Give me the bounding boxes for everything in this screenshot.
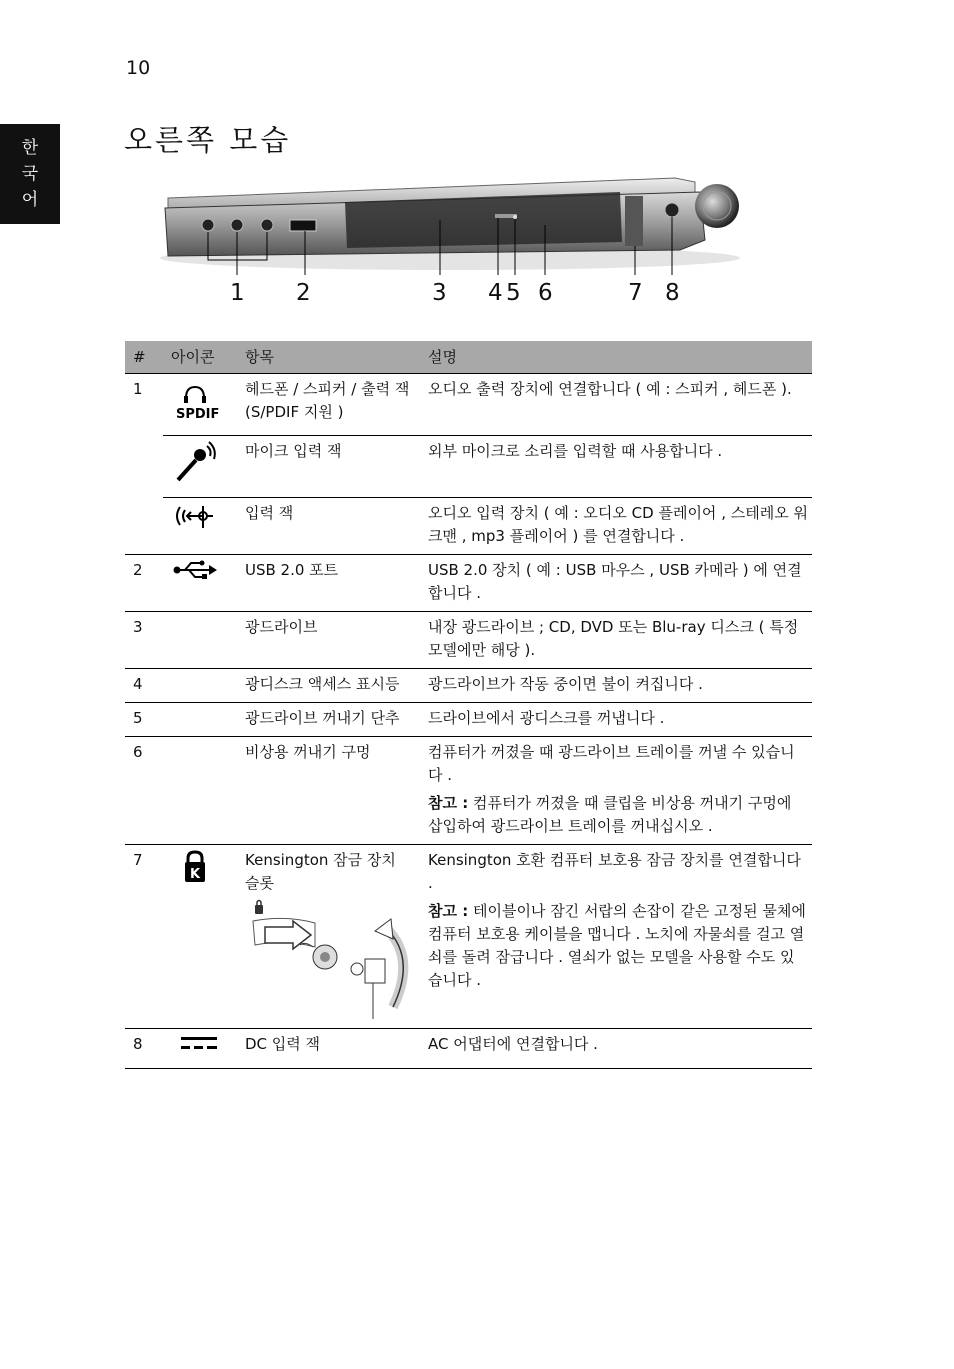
callout-2: 2 <box>296 280 311 306</box>
row-num: 4 <box>125 669 163 703</box>
header-num: # <box>125 341 163 374</box>
row-num: 6 <box>125 737 163 845</box>
table-row <box>125 612 812 669</box>
row-desc: 광드라이브가 작동 중이면 불이 켜집니다 . <box>419 669 812 703</box>
row-item: 마이크 입력 잭 <box>239 436 419 498</box>
usb-icon <box>171 559 221 581</box>
row-item: DC 입력 잭 <box>239 1029 419 1069</box>
language-tab-char: 어 <box>21 190 39 210</box>
row-desc: 드라이브에서 광디스크를 꺼냅니다 . <box>419 703 812 737</box>
row-num: 2 <box>125 555 163 612</box>
table-header-row <box>125 341 812 374</box>
note-text: 테이블이나 잠긴 서랍의 손잡이 같은 고정된 물체에 컴퓨터 보호용 케이블을 맵니다 . 노치에 자물쇠를 걸고 열쇠를 돌려 잠급니다 . 열쇠가 없는 모델을 사용할 수도 있습니다 . <box>428 902 806 989</box>
table-row <box>125 374 812 436</box>
callout-1: 1 <box>230 280 245 306</box>
table-row <box>125 436 812 498</box>
port-spec-table <box>125 341 812 1069</box>
table-row <box>125 737 812 845</box>
page-title: 오른쪽 모습 <box>124 123 292 157</box>
row-num: 3 <box>125 612 163 669</box>
row-item: 광드라이브 <box>239 612 419 669</box>
row-note <box>428 900 808 992</box>
row-item: 비상용 꺼내기 구멍 <box>239 737 419 845</box>
spdif-label: SPDIF <box>176 407 220 422</box>
table-row <box>125 1029 812 1069</box>
table-row <box>125 555 812 612</box>
row-item: USB 2.0 포트 <box>239 555 419 612</box>
language-tab <box>0 124 60 224</box>
row-item: 입력 잭 <box>239 498 419 555</box>
row-desc: 내장 광드라이브 ; CD, DVD 또는 Blu-ray 디스크 ( 특정 모델에만 해당 ). <box>419 612 812 669</box>
row-desc: AC 어댑터에 연결합니다 . <box>419 1029 812 1069</box>
language-tab-char: 국 <box>21 164 39 184</box>
row-item: Kensington 잠금 장치 슬롯 <box>245 851 396 892</box>
note-label: 참고 : <box>428 794 469 812</box>
callout-8: 8 <box>665 280 680 306</box>
kensington-lock-illustration <box>245 897 415 1022</box>
callout-6: 6 <box>538 280 553 306</box>
row-desc: 컴퓨터가 꺼졌을 때 광드라이브 트레이를 꺼낼 수 있습니다 . <box>428 743 795 784</box>
callout-4: 4 <box>488 280 503 306</box>
table-row <box>125 498 812 555</box>
microphone-icon <box>171 440 221 484</box>
row-num: 1 <box>125 374 163 436</box>
kensington-label: K <box>190 867 201 882</box>
table-row <box>125 703 812 737</box>
line-in-icon <box>171 502 221 532</box>
header-icon: 아이콘 <box>163 341 239 374</box>
dc-power-icon <box>171 1033 221 1055</box>
row-desc: 외부 마이크로 소리를 입력할 때 사용합니다 . <box>419 436 812 498</box>
row-item: 헤드폰 / 스피커 / 출력 잭 (S/PDIF 지원 ) <box>239 374 419 436</box>
row-note <box>428 792 808 838</box>
row-num: 8 <box>125 1029 163 1069</box>
callout-5: 5 <box>506 280 521 306</box>
table-row <box>125 845 812 1029</box>
language-tab-char: 한 <box>21 138 39 158</box>
callout-3: 3 <box>432 280 447 306</box>
row-num: 5 <box>125 703 163 737</box>
kensington-lock-icon <box>171 849 221 885</box>
note-text: 컴퓨터가 꺼졌을 때 클립을 비상용 꺼내기 구멍에 삽입하여 광드라이브 트레이를 꺼내십시오 . <box>428 794 792 835</box>
header-desc: 설명 <box>419 341 812 374</box>
row-num: 7 <box>125 845 163 1029</box>
page-number: 10 <box>126 57 151 79</box>
header-item: 항목 <box>239 341 419 374</box>
row-item: 광드라이브 꺼내기 단추 <box>239 703 419 737</box>
row-desc: 오디오 입력 장치 ( 예 : 오디오 CD 플레이어 , 스테레오 워크맨 , mp3 플레이어 ) 를 연결합니다 . <box>419 498 812 555</box>
row-desc: USB 2.0 장치 ( 예 : USB 마우스 , USB 카메라 ) 에 연결합니다 . <box>419 555 812 612</box>
table-row <box>125 669 812 703</box>
callout-7: 7 <box>628 280 643 306</box>
row-item: 광디스크 액세스 표시등 <box>239 669 419 703</box>
headphone-spdif-icon <box>171 378 221 422</box>
row-desc: Kensington 호환 컴퓨터 보호용 잠금 장치를 연결합니다 . <box>428 851 801 892</box>
row-desc: 오디오 출력 장치에 연결합니다 ( 예 : 스피커 , 헤드폰 ). <box>419 374 812 436</box>
note-label: 참고 : <box>428 902 469 920</box>
